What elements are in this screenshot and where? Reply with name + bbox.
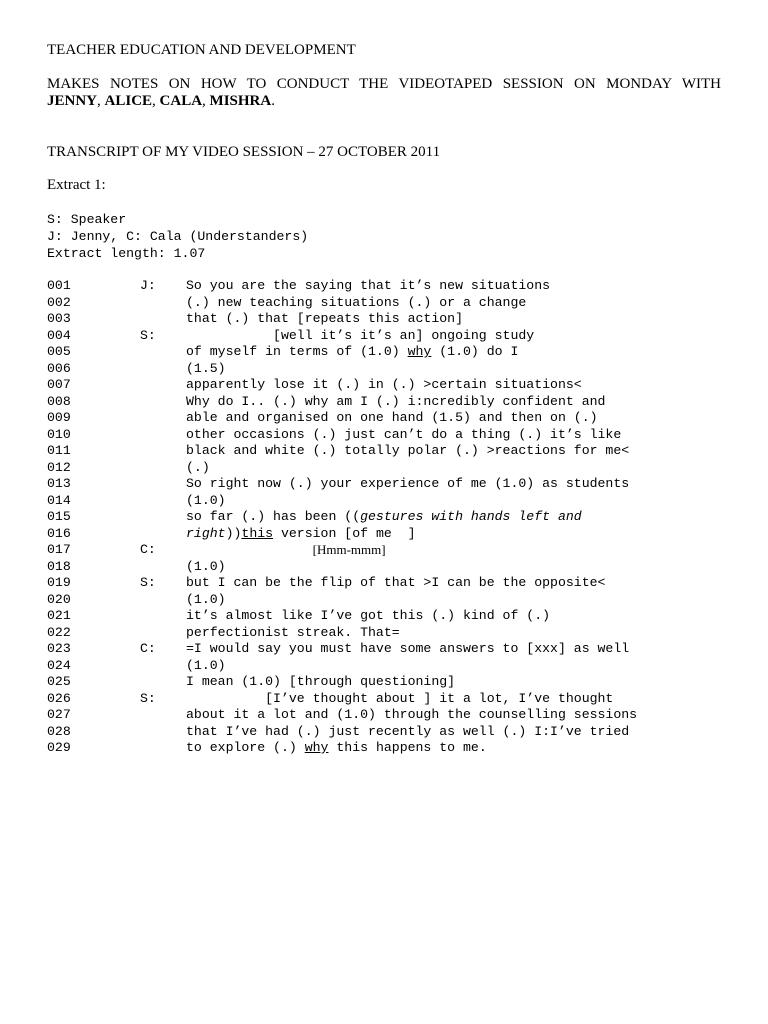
- utterance-fragment: of myself in terms of (1.0): [186, 344, 408, 359]
- transcript-legend: [47, 211, 308, 262]
- utterance-fragment: this happens to me.: [328, 740, 487, 755]
- utterance-fragment: this: [241, 525, 274, 541]
- line-number: 029: [47, 740, 71, 755]
- notes-line: MAKES NOTES ON HOW TO CONDUCT THE VIDEOTAPED SESSION ON MONDAY WITH: [47, 76, 721, 92]
- speaker-code: C:: [140, 641, 156, 656]
- utterance-text: (1.0): [186, 558, 226, 574]
- utterance-fragment: )): [225, 525, 242, 541]
- utterance-text: [186, 526, 416, 543]
- line-number: 025: [47, 674, 71, 689]
- utterance-text: other occasions (.) just can’t do a thing (.) it’s like: [186, 426, 622, 442]
- utterance-text: about it a lot and (1.0) through the counselling sessions: [186, 707, 638, 722]
- line-number: 018: [47, 558, 71, 574]
- line-number: 015: [47, 509, 71, 524]
- legend-length: Extract length: 1.07: [47, 246, 206, 261]
- line-number: 006: [47, 360, 71, 376]
- speaker-code: S:: [140, 575, 156, 590]
- line-number: 020: [47, 591, 71, 607]
- utterance-fragment: right: [186, 525, 226, 541]
- utterance-text: (1.0): [186, 492, 226, 508]
- utterance-text: that (.) that [repeats this action]: [186, 311, 463, 326]
- line-number: 003: [47, 311, 71, 326]
- utterance-text: (.) new teaching situations (.) or a change: [186, 294, 527, 310]
- utterance-fragment: (1.0) do I: [431, 344, 519, 359]
- utterance-text: =I would say you must have some answers to [xxx] as well: [186, 641, 630, 656]
- utterance-text: [I’ve thought about ] it a lot, I’ve thought: [186, 690, 614, 706]
- line-number: 010: [47, 426, 71, 442]
- utterance-fragment: why: [304, 740, 329, 755]
- utterance-text: So right now (.) your experience of me (1.0) as students: [186, 476, 630, 491]
- line-number: 004: [47, 327, 71, 343]
- line-number: 028: [47, 723, 71, 739]
- line-number: 017: [47, 542, 71, 557]
- speaker-code: S:: [140, 690, 156, 706]
- extract-label: Extract 1:: [47, 177, 106, 193]
- utterance-fragment: gestures with hands left and: [360, 509, 582, 524]
- participants-line: JENNY, ALICE, CALA, MISHRA.: [47, 93, 275, 109]
- utterance-text: that I’ve had (.) just recently as well (.) I:I’ve tried: [186, 723, 630, 739]
- line-number: 001: [47, 278, 71, 293]
- line-number: 019: [47, 575, 71, 590]
- utterance-fragment: so far (.) has been ((: [186, 509, 361, 524]
- utterance-text: [well it’s it’s an] ongoing study: [186, 327, 535, 343]
- utterance-text: apparently lose it (.) in (.) >certain situations<: [186, 377, 582, 392]
- speaker-code: C:: [140, 542, 156, 557]
- line-number: 016: [47, 525, 71, 541]
- line-number: 005: [47, 344, 71, 359]
- line-number: 027: [47, 707, 71, 722]
- speaker-code: S:: [140, 327, 156, 343]
- participant-name: CALA: [159, 93, 203, 109]
- utterance-text: Why do I.. (.) why am I (.) i:ncredibly confident and: [186, 393, 606, 409]
- utterance-fragment: why: [407, 344, 432, 359]
- line-number: 022: [47, 624, 71, 640]
- utterance-text: but I can be the flip of that >I can be the opposite<: [186, 575, 606, 590]
- utterance-text: it’s almost like I’ve got this (.) kind of (.): [186, 608, 551, 623]
- speaker-code: J:: [140, 278, 156, 293]
- line-number: 012: [47, 459, 71, 475]
- participant-name: JENNY: [47, 93, 98, 109]
- utterance-text: (1.0): [186, 591, 226, 607]
- participant-name: MISHRA: [209, 93, 272, 109]
- utterance-text: (1.5): [186, 360, 226, 376]
- line-number: 011: [47, 443, 71, 458]
- line-number: 002: [47, 294, 71, 310]
- line-number: 007: [47, 377, 71, 392]
- utterance-text: I mean (1.0) [through questioning]: [186, 674, 456, 689]
- utterance-text: [186, 740, 487, 757]
- utterance-text: perfectionist streak. That=: [186, 624, 400, 640]
- utterance-fragment: [186, 543, 313, 558]
- transcript-title: TRANSCRIPT OF MY VIDEO SESSION – 27 OCTOBER 2011: [47, 144, 441, 160]
- utterance-fragment: to explore (.): [186, 740, 305, 755]
- line-number: 014: [47, 492, 71, 508]
- line-number: 024: [47, 657, 71, 673]
- utterance-text: able and organised on one hand (1.5) and then on (.): [186, 410, 598, 425]
- participant-name: ALICE: [104, 93, 153, 109]
- utterance-text: black and white (.) totally polar (.) >reactions for me<: [186, 443, 630, 458]
- line-number: 008: [47, 393, 71, 409]
- utterance-text: [186, 344, 518, 361]
- utterance-text: (1.0): [186, 657, 226, 673]
- utterance-fragment: [Hmm-mmm]: [312, 542, 386, 557]
- line-number: 013: [47, 476, 71, 491]
- utterance-fragment: version [of me ]: [273, 525, 416, 541]
- utterance-text: So you are the saying that it’s new situations: [186, 278, 551, 293]
- legend-speaker: S: Speaker: [47, 212, 127, 227]
- document-title: TEACHER EDUCATION AND DEVELOPMENT: [47, 42, 356, 58]
- utterance-text: [186, 509, 582, 526]
- legend-understanders: J: Jenny, C: Cala (Understanders): [47, 229, 309, 244]
- line-number: 021: [47, 608, 71, 623]
- utterance-text: [186, 542, 386, 560]
- line-number: 026: [47, 690, 71, 706]
- line-number: 009: [47, 410, 71, 425]
- line-number: 023: [47, 641, 71, 656]
- utterance-text: (.): [186, 459, 210, 475]
